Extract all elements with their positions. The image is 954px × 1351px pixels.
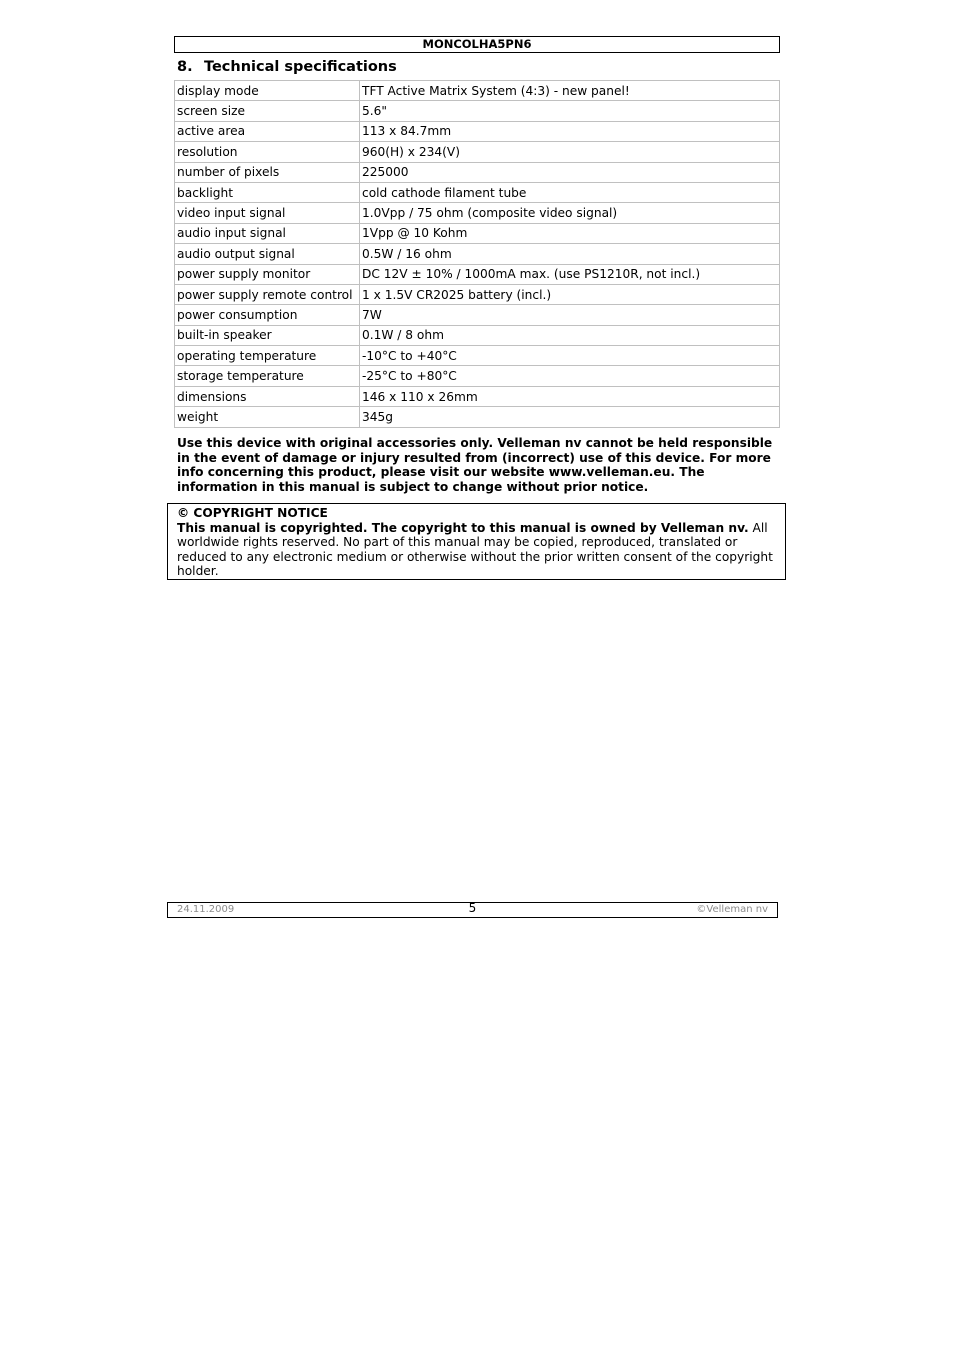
spec-key: backlight	[175, 182, 360, 202]
copyright-body	[177, 521, 785, 579]
spec-value: 1Vpp @ 10 Kohm	[360, 223, 780, 243]
footer-brand: ©Velleman nv	[696, 904, 768, 915]
section-heading: Technical specifications	[204, 59, 397, 75]
section-number: 8.	[177, 59, 193, 75]
spec-value: -25°C to +80°C	[360, 366, 780, 386]
table-row	[175, 244, 780, 264]
model-header	[174, 36, 780, 53]
footer-date: 24.11.2009	[177, 904, 235, 915]
spec-key: screen size	[175, 101, 360, 121]
spec-value: cold cathode filament tube	[360, 182, 780, 202]
table-row	[175, 305, 780, 325]
copyright-bold-text: This manual is copyrighted. The copyright to this manual is owned by Velleman nv.	[177, 520, 749, 535]
spec-key: dimensions	[175, 386, 360, 406]
spec-value: 1 x 1.5V CR2025 battery (incl.)	[360, 284, 780, 304]
copyright-text: All worldwide rights reserved. No part of this manual may be copied, reproduced, translated or reduced to any electronic medium or otherwise without the prior written consent of the copyright holder.	[177, 520, 773, 579]
table-row	[175, 325, 780, 345]
spec-value: DC 12V ± 10% / 1000mA max. (use PS1210R, not incl.)	[360, 264, 780, 284]
table-row	[175, 81, 780, 101]
table-row	[175, 264, 780, 284]
spec-key: video input signal	[175, 203, 360, 223]
spec-table	[174, 80, 780, 428]
table-row	[175, 386, 780, 406]
table-row	[175, 203, 780, 223]
spec-value: TFT Active Matrix System (4:3) - new panel!	[360, 81, 780, 101]
table-row	[175, 223, 780, 243]
spec-value: 0.1W / 8 ohm	[360, 325, 780, 345]
spec-value: 113 x 84.7mm	[360, 121, 780, 141]
spec-key: storage temperature	[175, 366, 360, 386]
copyright-heading: © COPYRIGHT NOTICE	[177, 506, 328, 520]
table-row	[175, 121, 780, 141]
table-row	[175, 182, 780, 202]
spec-key: number of pixels	[175, 162, 360, 182]
spec-key: operating temperature	[175, 346, 360, 366]
spec-key: active area	[175, 121, 360, 141]
spec-key: resolution	[175, 142, 360, 162]
spec-key: power supply remote control	[175, 284, 360, 304]
table-row	[175, 101, 780, 121]
section-title	[177, 57, 397, 77]
table-row	[175, 346, 780, 366]
usage-notice: Use this device with original accessories only. Velleman nv cannot be held responsible in the event of damage or injury resulted from (incorrect) use of this device. For more info concerning this product, please visit our website www.velleman.eu. The information in this manual is subject to change without prior notice.	[177, 436, 773, 494]
spec-value: 5.6"	[360, 101, 780, 121]
spec-value: 7W	[360, 305, 780, 325]
spec-key: power consumption	[175, 305, 360, 325]
spec-value: -10°C to +40°C	[360, 346, 780, 366]
table-row	[175, 162, 780, 182]
spec-value: 0.5W / 16 ohm	[360, 244, 780, 264]
spec-key: built-in speaker	[175, 325, 360, 345]
spec-value: 225000	[360, 162, 780, 182]
table-row	[175, 407, 780, 427]
table-row	[175, 284, 780, 304]
spec-value: 146 x 110 x 26mm	[360, 386, 780, 406]
page-footer	[167, 902, 778, 918]
spec-key: display mode	[175, 81, 360, 101]
spec-key: power supply monitor	[175, 264, 360, 284]
model-name: MONCOLHA5PN6	[422, 37, 532, 51]
table-row	[175, 366, 780, 386]
copyright-notice	[167, 503, 786, 580]
spec-key: audio input signal	[175, 223, 360, 243]
spec-value: 960(H) x 234(V)	[360, 142, 780, 162]
spec-key: audio output signal	[175, 244, 360, 264]
spec-value: 1.0Vpp / 75 ohm (composite video signal)	[360, 203, 780, 223]
table-row	[175, 142, 780, 162]
page-number: 5	[468, 901, 477, 915]
spec-value: 345g	[360, 407, 780, 427]
spec-key: weight	[175, 407, 360, 427]
